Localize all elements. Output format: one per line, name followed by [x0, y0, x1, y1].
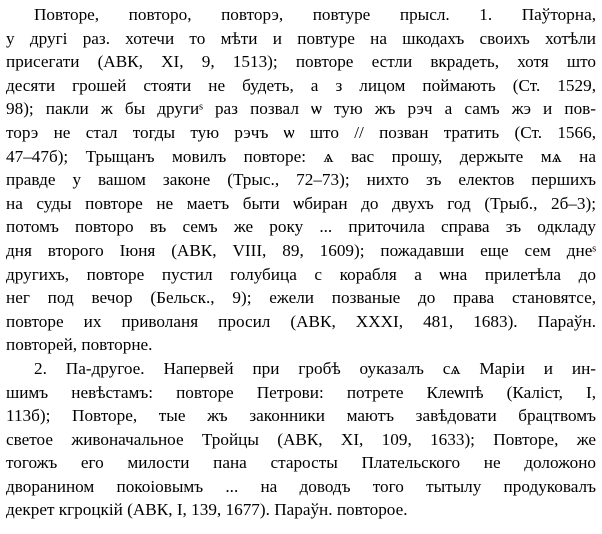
entry-line: дворанином покоіовымъ ... на доводъ того тытылу продуковалъ — [6, 476, 596, 496]
entry-line: шимъ невѣстамъ: повторе Петрови: потрете Клеѡпѣ (Каліст, I, — [6, 382, 596, 402]
entry-line: 98); пакли ж бы другиˢ раз позвал ѡ тую жъ рэч а самъ жэ и пов- — [6, 99, 596, 119]
entry-line: повторей, повторне. — [6, 335, 153, 355]
entry-line: декрет кгроцкій (АВК, I, 139, 1677). Параўн. повторое. — [6, 500, 408, 520]
entry-line: Повторе, повторо, повторэ, повтуре прысл. 1. Паўторна, — [34, 5, 596, 24]
entry-line: торэ не стал тогды тую рэчъ ѡ што // позван тратить (Ст. 1566, — [6, 122, 596, 142]
entry-line: 113б); Повторе, тые жъ законники маютъ завѣдовати брацтвомъ — [6, 406, 596, 426]
entry-line: 2. Па-другое. Напервей при гробѣ оуказалъ сѧ Маріи и ин- — [34, 358, 596, 378]
entry-line: десяти грошей стояти не будеть, а з лицом поймають (Ст. 1529, — [6, 75, 596, 95]
entry-line: нег под вечор (Бельск., 9); ежели позваные до права становятсе, — [6, 288, 596, 308]
entry-line: 47–47б); Трыщанъ мовилъ повторе: ѧ вас прошу, держыте мѧ на — [6, 146, 596, 166]
entry-line: светое живоначальное Тройцы (АВК, XI, 109, 1633); Повторе, же — [6, 429, 596, 449]
entry-line: другихъ, повторе пустил голубица с корабля а ѡна прилетѣла до — [6, 264, 596, 284]
entry-line: дня второго Іюня (АВК, VIII, 89, 1609); пожадавши еще сем днеˢ — [6, 240, 596, 260]
entry-line: повторе их приволаня просил (АВК, XXXI, 481, 1683). Параўн. — [6, 311, 596, 331]
entry-line: у другі раз. хотечи то мѣти и повтуре на шкодахъ своихъ хотѣли — [6, 28, 596, 48]
entry-line: тогожъ его милости пана старосты Плательского не доложоно — [6, 453, 596, 473]
entry-line: правде у вашом законе (Трыс., 72–73); нихто зъ електов першихъ — [6, 170, 596, 190]
entry-line: присегати (АВК, XI, 9, 1513); повторе естли вкрадеть, хотя што — [6, 52, 596, 72]
entry-line: на суды повторе не маетъ быти ѡбиран до двухъ год (Трыб., 2б–3); — [6, 193, 596, 213]
entry-line: потомъ повторо въ семъ же року ... приточила справа зъ одкладу — [6, 217, 596, 237]
